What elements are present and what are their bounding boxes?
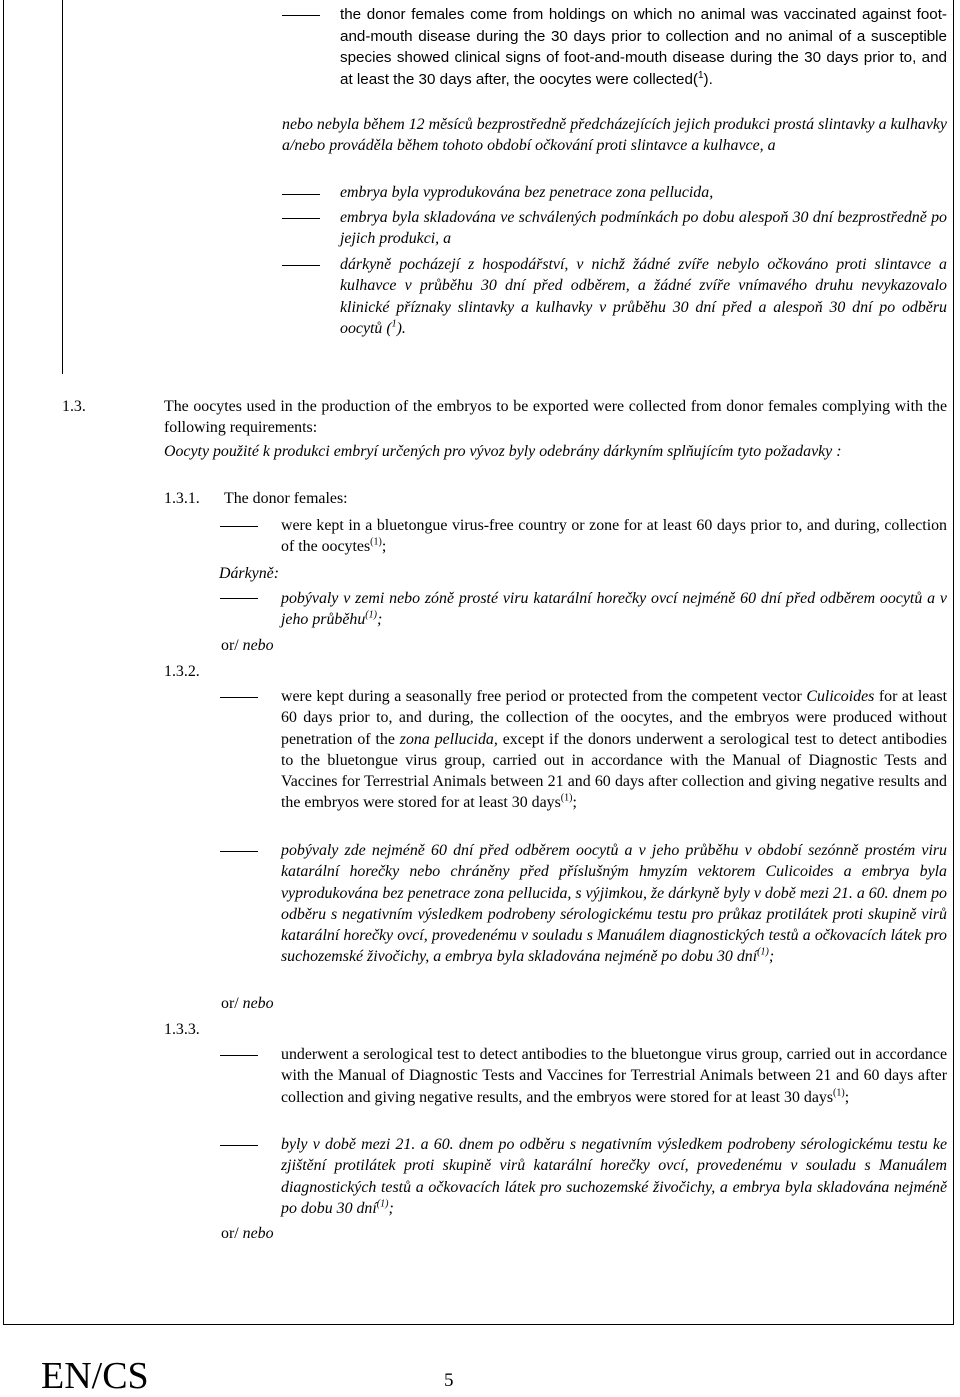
- or-nebo-2: or/ nebo: [221, 995, 274, 1012]
- bullet-dash: [282, 218, 320, 219]
- section-1-3-en: The oocytes used in the production of the embryos to be exported were collected from donor females complying with the following requirements:: [164, 398, 947, 437]
- section-1-3-3-cs: byly v době mezi 21. a 60. dnem po odběru s negativním výsledkem podrobeny sérologickému testu ke zjištění protilátek proti skupině virů katarální horečky ovcí, provedenému v souladu s Manuálem diagnostických testů a očkovacích látek pro suchozemské živočichy, a embrya byla skladována nejméně po dobu 30 dní$^{(1)}$;: [281, 1136, 947, 1217]
- bullet-dash: [220, 1145, 258, 1146]
- bullet-dash: [220, 598, 258, 599]
- section-1-3-1-cs-label: Dárkyně:: [219, 565, 280, 582]
- fmd-condition-en: the donor females come from holdings on which no animal was vaccinated against foot-and-mouth disease during the 30 days prior to collection and no animal of a susceptible species showed clinical signs of foot-and-mouth disease during the 30 days prior to, and at least the 30 days after, the oocytes were collected($^1$).: [340, 6, 947, 88]
- section-1-3-1-title: The donor females:: [224, 490, 348, 507]
- bullet-dash: [220, 851, 258, 852]
- section-1-3-3-en: underwent a serological test to detect antibodies to the bluetongue virus group, carried out in accordance with the Manual of Diagnostic Tests and Vaccines for Terrestrial Animals between 21 and 60 days after collection and giving negative results, and the embryos were stored for at least 30 days$^{(1)}$;: [281, 1046, 947, 1106]
- section-1-3-2-cs: pobývaly zde nejméně 60 dní před odběrem oocytů a v jeho průběhu v období sezónně prostém viru katarální horečky nebo chráněny před příslušným hmyzím vektorem Culicoides a embrya byla vyprodukována bez penetrace zona pellucida, s výjimkou, že dárkyně byly v době mezi 21. a 60. dnem po odběru s negativním výsledkem podrobeny sérologickému testu pro průkaz protilátek proti skupině virů katarální horečky ovcí, provedenému v souladu s Manuálem diagnostických testů a očkovacích látek pro suchozemské živočichy, a embrya byla skladována nejméně po dobu 30 dní$^{(1)}$;: [281, 842, 947, 966]
- section-1-3-2-en: were kept during a seasonally free period or protected from the competent vector Culicoides for at least 60 days prior to, and during, the collection of the oocytes, and the embryos were produced without penetration of the zona pellucida, except if the donors underwent a serological test to detect antibodies to the bluetongue virus group, carried out in accordance with the Manual of Diagnostic Tests and Vaccines for Terrestrial Animals between 21 and 60 days after collection and giving negative results and the embryos were stored for at least 30 days$^{(1)}$;: [281, 688, 948, 812]
- fmd-intro-cs: nebo nebyla během 12 měsíců bezprostředně předcházejících jejich produkci prostá slintavky a kulhavky a/nebo prováděla během tohoto období očkování proti slintavce a kulhavce, a: [282, 116, 947, 155]
- cs-item-2: embrya byla skladována ve schválených podmínkách po dobu alespoň 30 dní bezprostředně po jejich produkci, a: [340, 209, 947, 248]
- section-number-1-3-1: 1.3.1.: [164, 490, 200, 507]
- cs-item-1: embrya byla vyprodukována bez penetrace zona pellucida,: [340, 184, 714, 201]
- bullet-dash: [220, 697, 258, 698]
- bullet-dash: [220, 1055, 258, 1056]
- bullet-dash: [220, 526, 258, 527]
- left-column-divider: [62, 0, 63, 374]
- cs-item-3: dárkyně pocházejí z hospodářství, v nichž žádné zvíře nebylo očkováno proti slintavce a kulhavce v průběhu 30 dní před odběrem, a žádné zvíře vnímavého druhu nevykazovalo klinické příznaky slintavky a kulhavky v průběhu 30 dní před a alespoň 30 dní po odběru oocytů ($^1$).: [340, 256, 947, 337]
- section-number-1-3: 1.3.: [62, 398, 86, 415]
- or-nebo-1: or/ nebo: [221, 637, 274, 654]
- section-1-3-1-cs: pobývaly v zemi nebo zóně prosté viru katarální horečky ovcí nejméně 60 dní před odběrem oocytů a v jeho průběhu$^{(1)}$;: [281, 590, 947, 629]
- bullet-dash: [282, 194, 320, 195]
- language-code: EN/CS: [41, 1355, 149, 1397]
- section-number-1-3-2: 1.3.2.: [164, 663, 200, 680]
- section-1-3-1-en: were kept in a bluetongue virus-free country or zone for at least 60 days prior to, and during, collection of the oocytes$^{(1)}$;: [281, 517, 947, 556]
- section-1-3-cs: Oocyty použité k produkci embryí určených pro vývoz byly odebrány dárkyním splňujícím tyto požadavky :: [164, 443, 842, 460]
- or-nebo-3: or/ nebo: [221, 1225, 274, 1242]
- page-number: 5: [444, 1370, 454, 1391]
- section-number-1-3-3: 1.3.3.: [164, 1021, 200, 1038]
- bullet-dash: [282, 15, 320, 16]
- bullet-dash: [282, 265, 320, 266]
